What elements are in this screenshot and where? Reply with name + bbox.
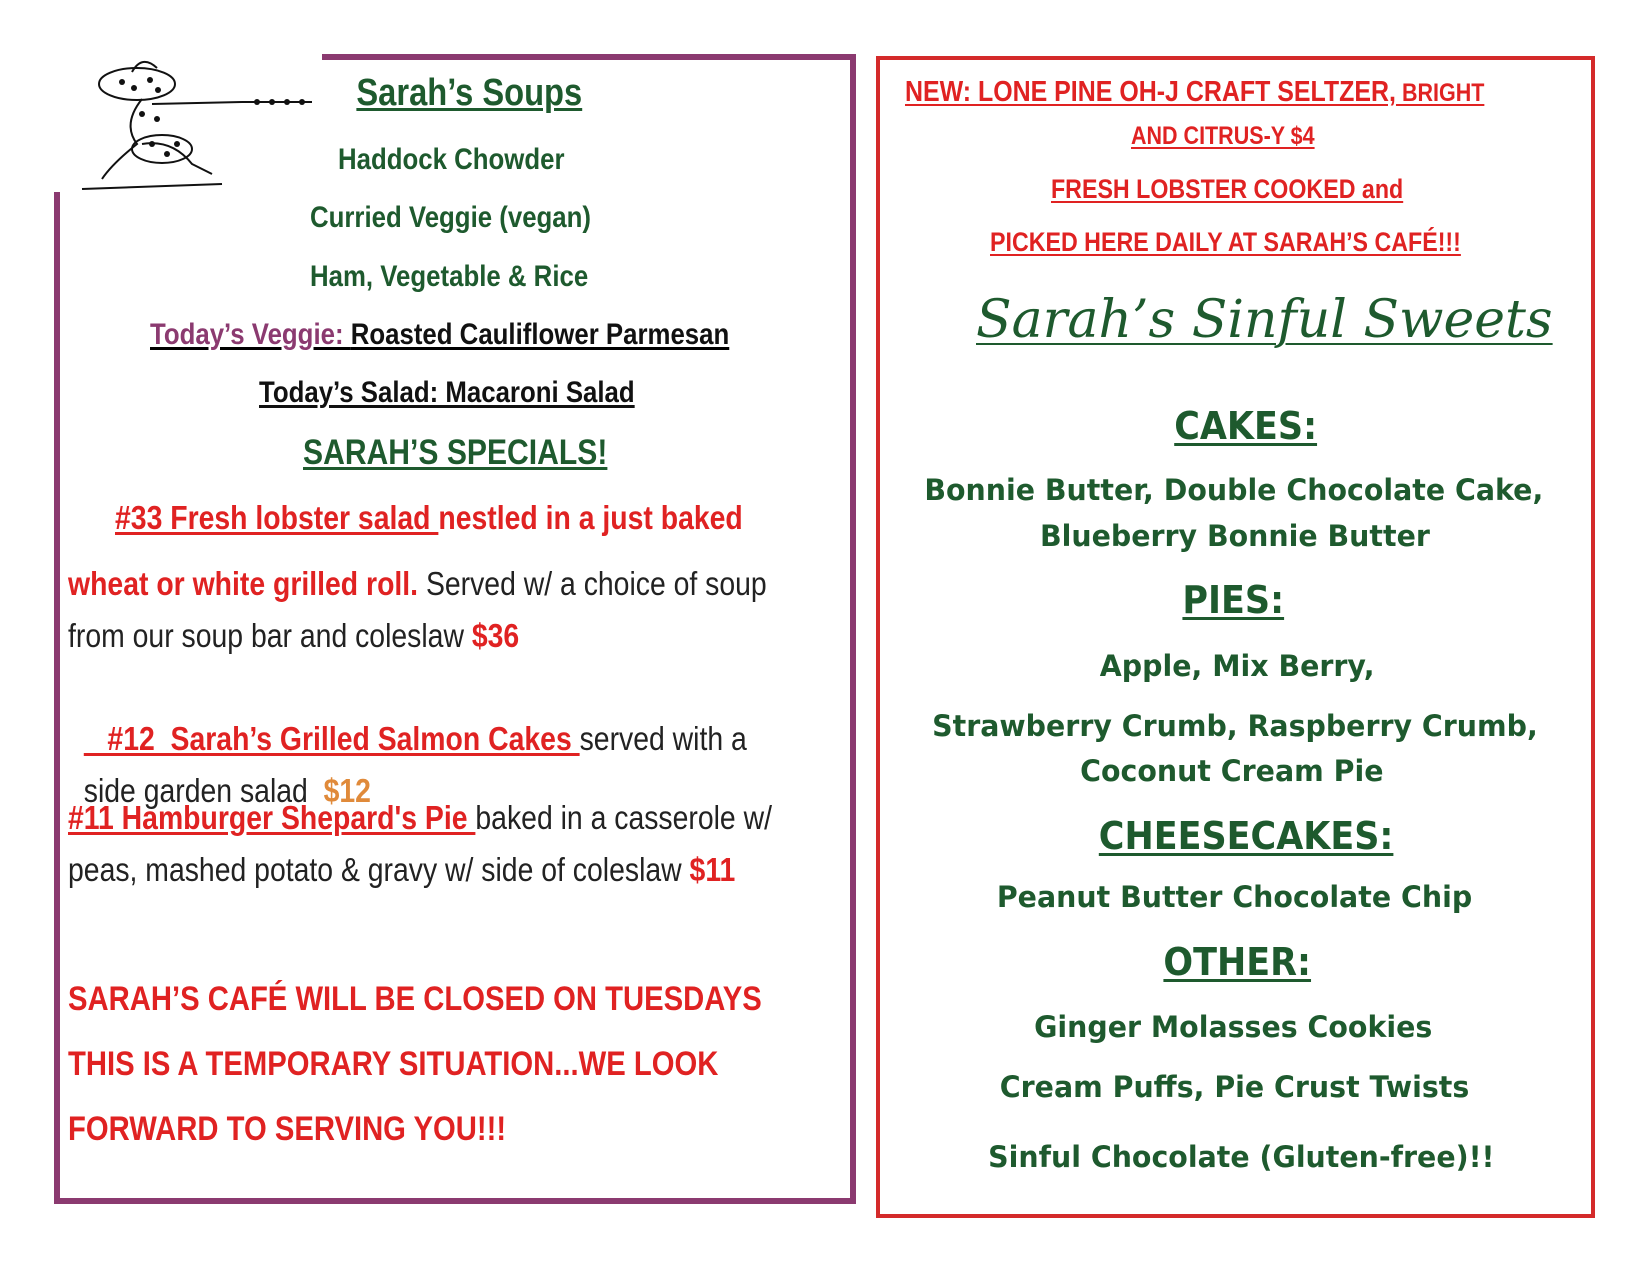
soup-item-3: Ham, Vegetable & Rice	[310, 260, 589, 293]
pies-line3: Coconut Cream Pie	[1080, 754, 1384, 788]
lobster-line1: FRESH LOBSTER COOKED and	[1051, 174, 1404, 204]
other-title: OTHER:	[1163, 940, 1312, 984]
todays-veggie-line	[150, 318, 729, 353]
special-12-desc: served with a	[579, 719, 747, 757]
closure-notice-line3: FORWARD TO SERVING YOU!!!	[68, 1110, 507, 1148]
special-11-line1	[68, 799, 772, 837]
chef-illustration	[62, 44, 322, 194]
new-seltzer-bright: BRIGHT	[1395, 79, 1485, 107]
special-33-line1	[115, 499, 743, 537]
soup-item-2: Curried Veggie (vegan)	[310, 201, 592, 234]
special-11-price: $11	[689, 851, 736, 888]
special-33-desc-2: from our soup bar and coleslaw	[68, 617, 472, 654]
new-seltzer-line2: AND CITRUS-Y $4	[1131, 122, 1315, 150]
other-line3: Sinful Chocolate (Gluten-free)!!	[988, 1140, 1495, 1174]
specials-title: SARAH’S SPECIALS!	[303, 433, 608, 472]
cheesecakes-line1: Peanut Butter Chocolate Chip	[996, 880, 1473, 914]
special-33-bread: wheat or white grilled roll.	[68, 565, 419, 602]
special-12-name: #12 Sarah’s Grilled Salmon Cakes	[83, 719, 580, 757]
pies-line2: Strawberry Crumb, Raspberry Crumb,	[932, 709, 1538, 743]
special-33-desc: Served w/ a choice of soup	[418, 565, 767, 602]
cakes-line2: Blueberry Bonnie Butter	[1039, 519, 1430, 553]
special-11-name: #11 Hamburger Shepard's Pie	[68, 799, 476, 836]
cakes-title: CAKES:	[1174, 404, 1318, 448]
other-line2: Cream Puffs, Pie Crust Twists	[999, 1070, 1470, 1104]
special-33-price: $36	[471, 617, 520, 654]
soups-title: Sarah’s Soups	[356, 72, 583, 114]
special-33-line3	[68, 617, 519, 655]
pies-title: PIES:	[1182, 578, 1285, 622]
special-33-name: #33 Fresh lobster salad	[115, 499, 439, 536]
special-33-line2	[68, 565, 767, 603]
veggie-label: Today’s Veggie:	[150, 318, 351, 351]
special-12-price: $12	[323, 771, 371, 809]
special-11-desc-2: peas, mashed potato & gravy w/ side of coleslaw	[68, 851, 690, 888]
cakes-line1: Bonnie Butter, Double Chocolate Cake,	[924, 473, 1544, 507]
closure-notice-line2: THIS IS A TEMPORARY SITUATION...WE LOOK	[68, 1045, 719, 1083]
sweets-title: Sarah’s Sinful Sweets	[976, 290, 1553, 350]
special-11-line2	[68, 851, 735, 889]
cheesecakes-title: CHEESECAKES:	[1098, 814, 1394, 858]
soup-item-1: Haddock Chowder	[338, 143, 565, 176]
special-12-desc-2: side garden salad	[83, 771, 324, 809]
todays-salad: Today’s Salad: Macaroni Salad	[259, 376, 635, 409]
new-seltzer-line1	[905, 76, 1484, 109]
pies-line1: Apple, Mix Berry,	[1099, 649, 1375, 683]
special-33-desc-red: nestled in a just baked	[438, 499, 743, 536]
special-11-desc: baked in a casserole w/	[475, 799, 772, 836]
closure-notice-line1: SARAH’S CAFÉ WILL BE CLOSED ON TUESDAYS	[68, 980, 762, 1018]
lobster-line2: PICKED HERE DAILY AT SARAH’S CAFÉ!!!	[990, 227, 1461, 257]
new-seltzer-text: NEW: LONE PINE OH-J CRAFT SELTZER,	[905, 76, 1396, 108]
veggie-value: Roasted Cauliflower Parmesan	[350, 318, 730, 351]
other-line1: Ginger Molasses Cookies	[1034, 1010, 1433, 1044]
